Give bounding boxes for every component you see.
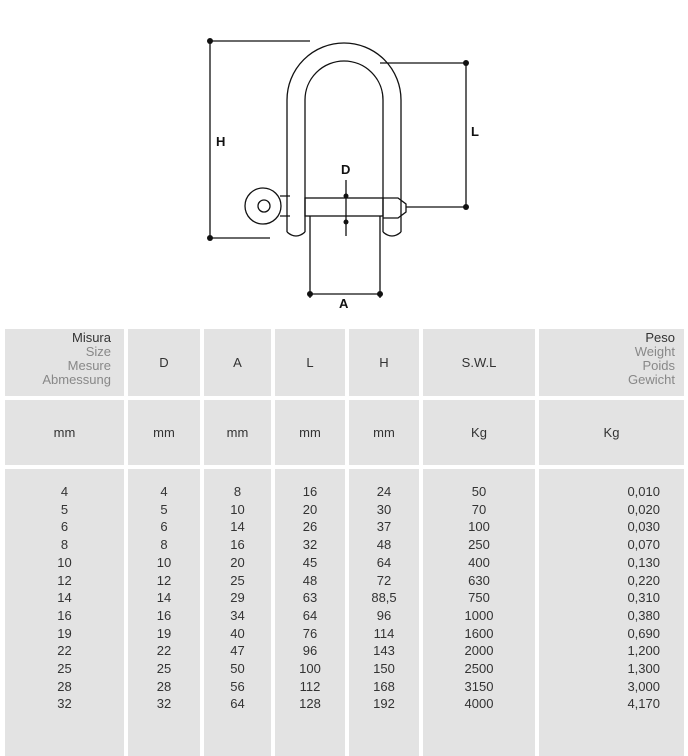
cell-weight: 1,300 xyxy=(627,661,660,677)
cell-size: 22 xyxy=(57,643,72,659)
cell-size: 12 xyxy=(57,572,72,588)
pin-eye xyxy=(245,188,281,224)
cell-swl: 2500 xyxy=(464,661,494,677)
cell-weight: 0,310 xyxy=(627,590,660,606)
body-swl xyxy=(423,469,535,756)
col-l xyxy=(275,329,345,756)
cell-l: 48 xyxy=(302,572,318,588)
cell-d: 5 xyxy=(160,501,168,517)
cell-size: 6 xyxy=(60,519,69,535)
cell-a: 56 xyxy=(230,678,245,694)
unit-a: mm xyxy=(226,425,249,440)
unit-weight: Kg xyxy=(603,425,620,440)
body-d xyxy=(128,469,200,756)
col-d xyxy=(128,329,200,756)
header-size-fr: Mesure xyxy=(67,358,111,373)
cell-swl: 1000 xyxy=(464,607,494,623)
cell-a: 50 xyxy=(230,661,245,677)
body-weight xyxy=(539,469,684,756)
body-h xyxy=(349,469,419,756)
cell-h: 64 xyxy=(376,554,392,570)
cell-d: 25 xyxy=(156,661,172,677)
cell-l: 63 xyxy=(302,590,318,606)
cell-swl: 2000 xyxy=(464,643,494,659)
cell-l: 64 xyxy=(302,607,318,623)
header-a: A xyxy=(233,355,242,370)
cell-a: 16 xyxy=(230,537,245,553)
cell-swl: 4000 xyxy=(464,696,494,712)
cell-l: 76 xyxy=(302,625,318,641)
cell-h: 72 xyxy=(376,572,392,588)
cell-h: 114 xyxy=(373,625,395,641)
header-swl: S.W.L xyxy=(461,355,497,370)
cell-h: 192 xyxy=(373,696,395,712)
cell-h: 143 xyxy=(373,643,395,659)
cell-d: 6 xyxy=(160,519,168,535)
body-l xyxy=(275,469,345,756)
label-a: A xyxy=(339,296,349,311)
cell-h: 150 xyxy=(373,661,395,677)
cell-a: 47 xyxy=(230,643,245,659)
cell-a: 20 xyxy=(230,554,245,570)
unit-swl: Kg xyxy=(471,425,487,440)
body-size xyxy=(5,469,124,756)
cell-weight: 0,130 xyxy=(627,554,660,570)
header-size xyxy=(5,329,124,396)
cell-weight: 0,070 xyxy=(627,537,660,553)
col-a xyxy=(204,329,271,756)
cell-weight: 0,010 xyxy=(627,484,660,499)
cell-l: 100 xyxy=(299,661,321,677)
header-size-it: Misura xyxy=(71,330,111,345)
cell-size: 16 xyxy=(57,607,72,623)
header-weight xyxy=(539,329,684,396)
pin-eye-hole xyxy=(258,200,270,212)
cell-swl: 70 xyxy=(471,501,487,517)
header-weight-en: Weight xyxy=(634,344,675,359)
unit-h: mm xyxy=(373,425,395,440)
cell-h: 37 xyxy=(376,519,392,535)
cell-size: 28 xyxy=(57,678,72,694)
col-size xyxy=(5,329,124,756)
header-d: D xyxy=(159,355,169,370)
cell-l: 32 xyxy=(302,537,318,553)
header-weight-fr: Poids xyxy=(642,358,675,373)
col-weight xyxy=(539,329,684,756)
cell-weight: 0,690 xyxy=(627,625,660,641)
cell-swl: 750 xyxy=(468,590,490,606)
cell-size: 19 xyxy=(57,625,72,641)
cell-weight: 0,030 xyxy=(627,519,660,535)
cell-weight: 0,020 xyxy=(627,501,660,517)
cell-d: 12 xyxy=(156,572,172,588)
cell-h: 48 xyxy=(376,537,392,553)
cell-d: 4 xyxy=(160,484,168,499)
label-d: D xyxy=(341,162,351,177)
cell-swl: 3150 xyxy=(464,678,494,694)
cell-l: 112 xyxy=(299,678,321,694)
cell-swl: 630 xyxy=(468,572,490,588)
unit-d: mm xyxy=(153,425,175,440)
shackle-diagram xyxy=(0,0,688,322)
cell-h: 24 xyxy=(376,484,392,499)
shackle-body-inner xyxy=(305,61,383,232)
cell-d: 16 xyxy=(156,607,172,623)
cell-size: 4 xyxy=(60,484,69,499)
header-size-de: Abmessung xyxy=(42,372,111,387)
shackle-body-outer xyxy=(287,43,401,232)
cell-h: 30 xyxy=(376,501,392,517)
cell-d: 14 xyxy=(156,590,172,606)
label-l: L xyxy=(471,124,479,139)
cell-a: 8 xyxy=(233,484,242,499)
cell-swl: 250 xyxy=(468,537,490,553)
cell-weight: 0,380 xyxy=(627,607,660,623)
header-weight-de: Gewicht xyxy=(628,372,675,387)
cell-size: 5 xyxy=(60,501,69,517)
cell-d: 28 xyxy=(156,678,172,694)
cell-l: 20 xyxy=(302,501,318,517)
col-swl xyxy=(423,329,535,756)
cell-h: 88,5 xyxy=(371,590,397,606)
header-size-en: Size xyxy=(85,344,111,359)
cell-a: 25 xyxy=(230,572,245,588)
header-h: H xyxy=(379,355,389,370)
cell-weight: 0,220 xyxy=(627,572,660,588)
cell-d: 32 xyxy=(156,696,172,712)
cell-l: 16 xyxy=(302,484,318,499)
label-h: H xyxy=(216,134,226,149)
cell-a: 10 xyxy=(230,501,245,517)
cell-size: 8 xyxy=(60,537,69,553)
cell-l: 45 xyxy=(302,554,318,570)
cell-weight: 1,200 xyxy=(627,643,660,659)
cell-a: 40 xyxy=(230,625,245,641)
cell-weight: 4,170 xyxy=(627,696,660,712)
cell-a: 64 xyxy=(230,696,245,712)
cell-d: 8 xyxy=(160,537,168,553)
header-l: L xyxy=(306,355,314,370)
col-h xyxy=(349,329,419,756)
cell-h: 168 xyxy=(373,678,395,694)
cell-a: 29 xyxy=(230,590,245,606)
cell-l: 96 xyxy=(302,643,318,659)
cell-size: 10 xyxy=(57,554,72,570)
cell-d: 10 xyxy=(156,554,172,570)
cell-size: 14 xyxy=(57,590,72,606)
cell-weight: 3,000 xyxy=(627,678,660,694)
body-a xyxy=(204,469,271,756)
cell-swl: 100 xyxy=(468,519,490,535)
unit-size: mm xyxy=(53,425,76,440)
cell-size: 32 xyxy=(57,696,72,712)
cell-d: 22 xyxy=(156,643,172,659)
cell-a: 14 xyxy=(230,519,245,535)
cell-swl: 50 xyxy=(471,484,487,499)
cell-swl: 400 xyxy=(468,554,490,570)
cell-size: 25 xyxy=(57,661,72,677)
cell-d: 19 xyxy=(156,625,172,641)
cell-l: 26 xyxy=(302,519,318,535)
unit-l: mm xyxy=(299,425,321,440)
cell-l: 128 xyxy=(299,696,321,712)
cell-h: 96 xyxy=(376,607,392,623)
cell-a: 34 xyxy=(230,607,245,623)
cell-swl: 1600 xyxy=(464,625,494,641)
header-weight-it: Peso xyxy=(645,330,675,345)
pin-shaft xyxy=(305,198,383,216)
